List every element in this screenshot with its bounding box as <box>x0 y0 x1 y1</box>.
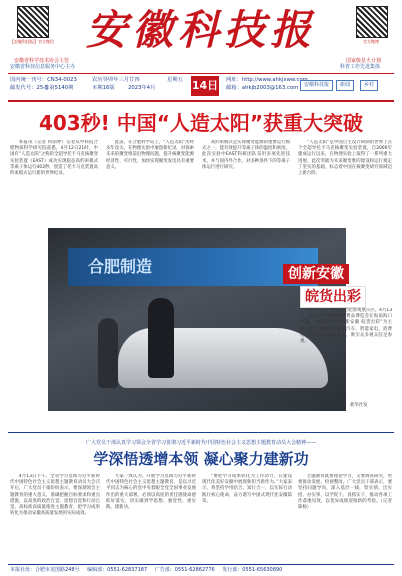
second-kicker: 广大党员干部认真学习领会全省学习贯彻习近平新时代中国特色社会主义思想主题教育动员大会精神—— <box>85 440 316 446</box>
weibo-qr-code[interactable] <box>356 6 388 38</box>
footer-rule <box>8 564 394 565</box>
second-column-1 <box>10 474 100 562</box>
email[interactable]: 邮箱：ahkjb2003@163.com <box>226 85 299 91</box>
day-box: 14日 <box>191 76 219 96</box>
photo-caption <box>300 308 392 398</box>
date-month: 2023年4月 <box>128 85 156 91</box>
issue-number: 总第5140期 <box>44 85 74 91</box>
masthead-bottom-rule <box>8 100 394 102</box>
photo-person-2 <box>98 318 118 388</box>
lead-column-2 <box>106 140 194 224</box>
overlay-innovation-anhui: 创新安徽 <box>283 264 349 284</box>
left-slogan-1: 安徽省科学技术协会主管 <box>14 58 70 64</box>
wechat-qr-code[interactable] <box>17 6 49 38</box>
weibo-qr-caption: 官方微博 <box>363 39 379 44</box>
wechat-qr-caption: 【安徽科技报】官方微信 <box>10 39 54 44</box>
photo-caption-text: 4月13日，观众在合肥参观展示区。4月13日，第六届中国国际消费品博览会在海南海口开幕。安徽展区以“创新安徽 皖货出彩”为主题，展示安徽在新能源汽车、智能家电、消费电子等领域的最新成果，吸引众多观众驻足参观。 <box>300 308 392 345</box>
lunar-date: 农历癸卯年三月廿四 <box>92 77 140 83</box>
second-column-3 <box>202 474 292 562</box>
lead-paragraph-1: 本报讯（记者 何雨婷）记者从中科院合肥物质科学研究院获悉，4月12日21时，中国有“人造太阳”之称的全超导托卡马克核聚变实验装置（EAST）成功实现稳态高约束模式等离子体运行403秒，创造了托卡马克装置高约束模式运行新的世界纪录。 <box>10 140 98 177</box>
footer-address: 本报社址：合肥市龙图路248号 <box>10 567 80 573</box>
left-slogan-2: 安徽省科技信息服务中心主办 <box>10 64 76 70</box>
post-code: 邮发代号：25-5 <box>10 85 49 91</box>
lead-column-4 <box>298 140 392 224</box>
chip-paper[interactable]: 安徽科技报 <box>300 80 333 91</box>
second-paragraph-3: “要把学习成果转化为工作动力，在建设现代化美好安徽中展现新担当新作为。”大家表示，将坚持学用结合、知行合一，以实际行动践行初心使命，奋力谱写中国式现代化安徽篇章。 <box>202 474 292 504</box>
newspaper-title: 安徽科技报 <box>86 6 316 54</box>
section-divider <box>8 432 394 433</box>
weekday: 星期五 <box>167 77 183 83</box>
second-paragraph-4: 主题教育既要理论学习，又要调查研究，更要推动发展、检视整改。广大党员干部表示，要坚持问题导向，深入基层一线，察实情、出实招、办实事，以学促干、真抓实干，推动各项工作落地见效，以优异成绩迎接新的考验。（记者 陈杨） <box>298 474 392 511</box>
chip-news[interactable]: 新闻 <box>336 80 354 91</box>
lead-headline[interactable]: 403秒! 中国“人造太阳”获重大突破 <box>38 111 364 135</box>
footer-distribution-phone: 发行部：0551-65630890 <box>222 567 283 573</box>
second-paragraph-2: 大家一致认为，开展学习贯彻习近平新时代中国特色社会主义思想主题教育，是以习近平同志为核心的党中央着眼全党全国事业发展作出的重大部署，必须以高度的责任感使命感抓好落实，切实做到学思想、强党性、重实践、建新功。 <box>106 474 196 511</box>
page-count: 本期16版 <box>92 85 115 91</box>
second-column-4 <box>298 474 392 562</box>
second-headline[interactable]: 学深悟透增本领 凝心聚力建新功 <box>93 450 309 468</box>
photo-screen-text: 合肥制造 <box>88 257 153 276</box>
lead-column-1 <box>10 140 98 224</box>
issn-line: 国内统一刊号：CN34-0023 <box>10 77 77 83</box>
website[interactable]: 网址：http://www.ahkjxww.com <box>226 77 308 83</box>
second-column-2 <box>106 474 196 562</box>
lead-paragraph-4: “人造太阳”是中国自主设计研制的世界上首个全超导托卡马克核聚变实验装置，自2006年建成运行以来，在物理实验上取得了一系列重大进展。此次突破为未来聚变堆的建设和运行奠定了坚实的基础，标志着中国在核聚变研究领域迈上新台阶。 <box>298 140 392 177</box>
masthead <box>0 0 402 106</box>
masthead-rule <box>8 73 394 74</box>
lead-paragraph-3: 高约束模式是实现聚变能源的重要运行模式之一，能有效提升等离子体的温度和密度。此次实验中EAST科研团队采用多项先进技术，并与国内外合作，对多种条件下的等离子体运行进行研究。 <box>202 140 290 170</box>
chip-rural[interactable]: 乡村 <box>360 80 378 91</box>
right-slogan-2: 科普工作先进集体 <box>340 64 381 70</box>
right-slogan-1: 国家级星火计划 <box>346 58 382 64</box>
second-paragraph-1: 4月13日下午，全省学习贯彻习近平新时代中国特色社会主义思想主题教育动员大会召开后，广大党员干部纷纷表示，要深刻领会主题教育的重大意义，准确把握目标要求和重点措施，以高度的政治自觉、思想自觉和行动自觉，高标准高质量推进主题教育，把学习成果转化为推动安徽高质量发展的实际成效。 <box>10 474 100 517</box>
footer-bar <box>0 566 402 574</box>
lead-paragraph-2: 此前，在合肥科学岛上，“人造太阳”历经多年攻关，在物理实验中屡创新纪录，对探索未来的聚变堆前沿物理问题，提升核聚变能源经济性、可行性，加快实现聚变发电具有重要意义。 <box>106 140 194 170</box>
footer-ad-phone: 广告部：0551-62862776 <box>154 567 215 573</box>
overlay-anhui-goods: 皖货出彩 <box>300 286 366 308</box>
photo-person <box>148 298 174 378</box>
footer-editor-phone: 编辑部：0551-62837187 <box>87 567 148 573</box>
photo-credit: 新华社发 <box>350 403 368 408</box>
lead-column-3 <box>202 140 290 224</box>
